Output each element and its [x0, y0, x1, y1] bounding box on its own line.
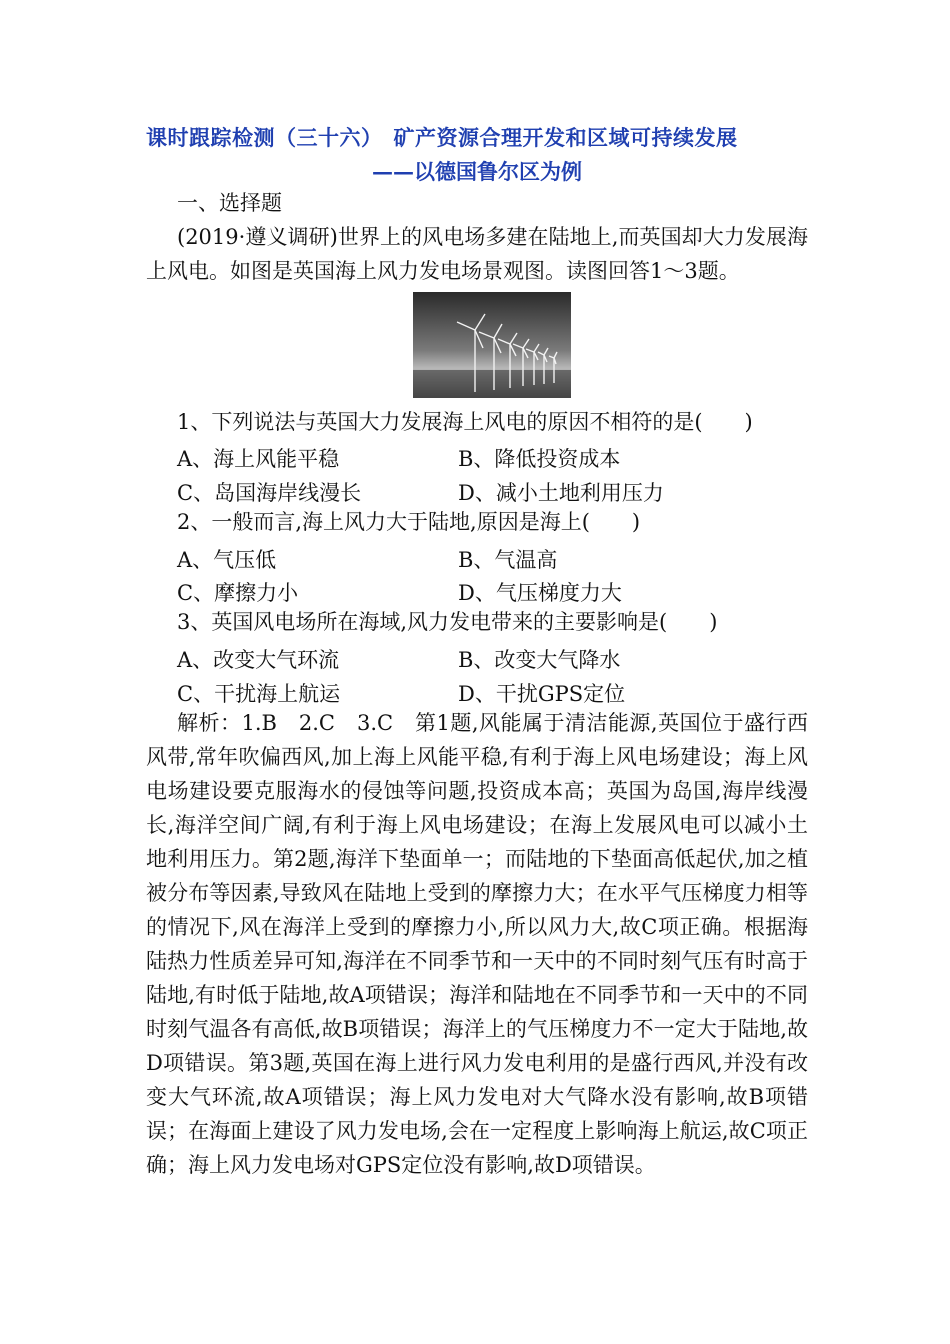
page-subtitle: ——以德国鲁尔区为例 [372, 159, 582, 184]
question-3-stem: 3、英国风电场所在海域,风力发电带来的主要影响是( ) [177, 610, 718, 634]
question-1-option-c: C、岛国海岸线漫长 [177, 481, 362, 505]
question-1-stem: 1、下列说法与英国大力发展海上风电的原因不相符的是( ) [177, 410, 753, 434]
question-1-option-d: D、减小土地利用压力 [458, 481, 664, 505]
answer-analysis: 解析：1.B 2.C 3.C 第1题,风能属于清洁能源,英国位于盛行西风带,常年吹偏西风,加上海上风能平稳,有利于海上风电场建设；海上风电场建设要克服海水的侵蚀等问题,投资成本高；英国为岛国,海岸线漫长,海洋空间广阔,有利于海上风电场建设；在海上发展风电可以减小土地利用压力。第2题,海洋下垫面单一；而陆地的下垫面高低起伏,加之植被分布等因素,导致风在陆地上受到的摩擦力大；在水平气压梯度力相等的情况下,风在海洋上受到的摩擦力小,所以风力大,故C项正确。根据海陆热力性质差异可知,海洋在不同季节和一天中的不同时刻气压有时高于陆地,有时低于陆地,故A项错误；海洋和陆地在不同季节和一天中的不同时刻气温各有高低,故B项错误；海洋上的气压梯度力不一定大于陆地,故D项错误。第3题,英国在海上进行风力发电利用的是盛行西风,并没有改变大气环流,故A项错误；海上风力发电对大气降水没有影响,故B项错误；在海面上建设了风力发电场,会在一定程度上影响海上航运,故C项正确；海上风力发电场对GPS定位没有影响,故D项错误。 [146, 711, 808, 1177]
wind-farm-photo [413, 292, 571, 398]
question-1-option-a: A、海上风能平稳 [177, 447, 340, 471]
question-3-option-a: A、改变大气环流 [177, 648, 340, 672]
question-2-option-d: D、气压梯度力大 [458, 581, 622, 605]
question-2-option-b: B、气温高 [458, 548, 558, 572]
question-2-option-a: A、气压低 [177, 548, 277, 572]
question-intro: (2019·遵义调研)世界上的风电场多建在陆地上,而英国却大力发展海上风电。如图是英国海上风力发电场景观图。读图回答1～3题。 [146, 225, 808, 283]
section-heading: 一、选择题 [177, 191, 282, 215]
question-2-stem: 2、一般而言,海上风力大于陆地,原因是海上( ) [177, 510, 641, 534]
question-1-option-b: B、降低投资成本 [458, 447, 621, 471]
page-title: 课时跟踪检测（三十六） 矿产资源合理开发和区域可持续发展 [146, 125, 738, 150]
question-2-option-c: C、摩擦力小 [177, 581, 299, 605]
question-3-option-b: B、改变大气降水 [458, 648, 621, 672]
question-3-option-d: D、干扰GPS定位 [458, 682, 626, 706]
question-3-option-c: C、干扰海上航运 [177, 682, 341, 706]
